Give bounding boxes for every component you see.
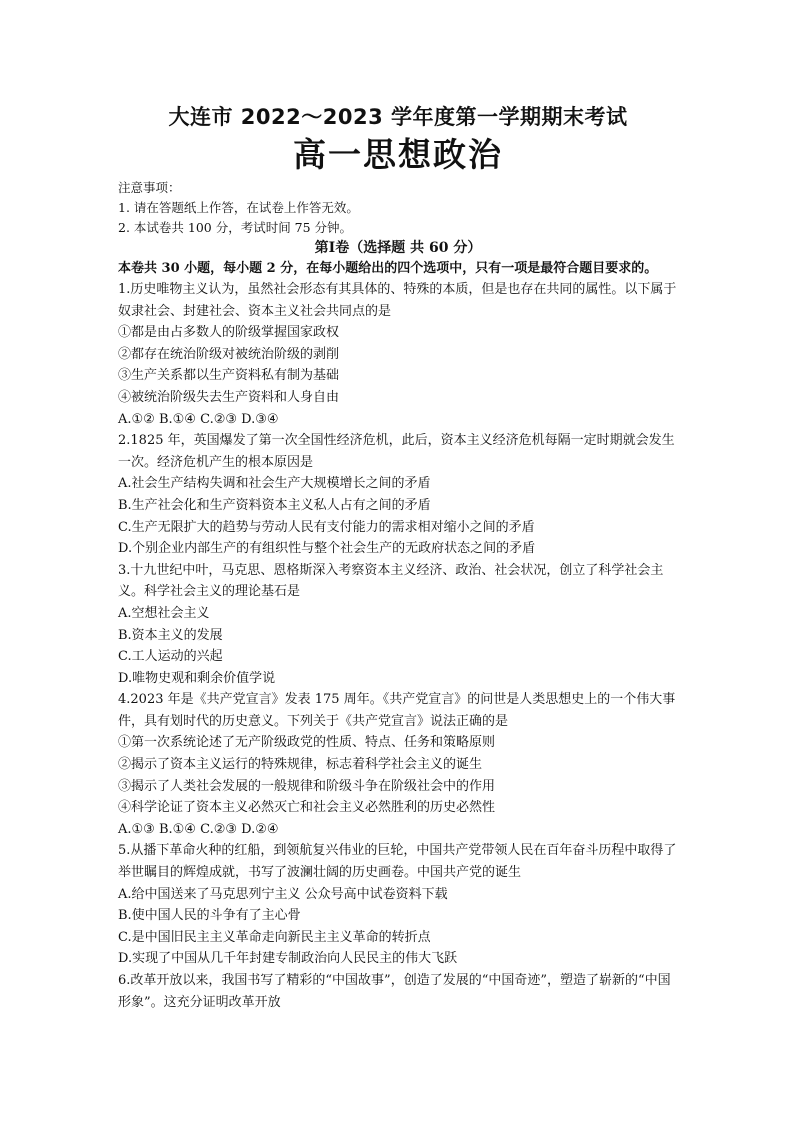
exam-subject: 高一思想政治: [293, 135, 503, 174]
question-2: [118, 430, 678, 560]
question-option: C.工人运动的兴起: [118, 649, 223, 665]
question-option: ④被统治阶级失去生产资料和人身自由: [118, 389, 340, 405]
question-option: A.空想社会主义: [118, 605, 210, 621]
question-5: [118, 840, 678, 970]
question-option: D.个别企业内部生产的有组织性与整个社会生产的无政府状态之间的矛盾: [118, 541, 536, 557]
answer-choices: A.①② B.①④ C.②③ D.③④: [118, 411, 279, 427]
notes-heading: 注意事项：: [118, 180, 181, 195]
answer-choices: A.①③ B.①④ C.②③ D.②④: [118, 821, 279, 837]
question-stem: 6.改革开放以来，我国书写了精彩的“中国故事”，创造了发展的“中国奇迹”，塑造了崭新的“中国形象”。这充分证明改革开放: [118, 973, 671, 1010]
question-option: ②都存在统治阶级对被统治阶级的剥削: [118, 346, 340, 362]
note-item: 1. 请在答题纸上作答，在试卷上作答无效。: [118, 200, 359, 215]
question-4: [118, 689, 678, 840]
question-option: D.唯物史观和剩余价值学说: [118, 670, 276, 686]
question-option: ④科学论证了资本主义必然灭亡和社会主义必然胜利的历史必然性: [118, 800, 496, 816]
question-option: A.社会生产结构失调和社会生产大规模增长之间的矛盾: [118, 476, 431, 492]
question-option: C.生产无限扩大的趋势与劳动人民有支付能力的需求相对缩小之间的矛盾: [118, 519, 535, 535]
exam-page: [118, 102, 678, 1013]
section-title: 第Ⅰ卷（选择题 共 60 分）: [314, 240, 482, 256]
section-intro: 本卷共 30 小题，每小题 2 分，在每小题给出的四个选项中，只有一项是最符合题目要求的。: [118, 261, 658, 276]
question-option: A.给中国送来了马克思列宁主义 公众号高中试卷资料下载: [118, 886, 448, 902]
question-stem: 1.历史唯物主义认为，虽然社会形态有其具体的、特殊的本质，但是也存在共同的属性。以下属于奴隶社会、封建社会、资本主义社会共同点的是: [118, 282, 677, 319]
question-option: ①第一次系统论述了无产阶级政党的性质、特点、任务和策略原则: [118, 735, 496, 751]
question-3: [118, 560, 678, 690]
question-option: ③揭示了人类社会发展的一般规律和阶级斗争在阶级社会中的作用: [118, 778, 496, 794]
exam-title: 大连市 2022～2023 学年度第一学期期末考试: [168, 105, 628, 129]
note-item: 2. 本试卷共 100 分，考试时间 75 分钟。: [118, 220, 353, 235]
question-option: B.资本主义的发展: [118, 627, 223, 643]
notes-block: [118, 178, 678, 238]
question-option: ①都是由占多数人的阶级掌握国家政权: [118, 325, 340, 341]
question-1: [118, 279, 678, 430]
question-stem: 5.从播下革命火种的红船，到领航复兴伟业的巨轮，中国共产党带领人民在百年奋斗历程中取得了举世瞩目的辉煌成就，书写了波澜壮阔的历史画卷。中国共产党的诞生: [118, 843, 677, 881]
question-6: [118, 970, 678, 1013]
question-option: B.使中国人民的斗争有了主心骨: [118, 908, 301, 924]
question-option: ②揭示了资本主义运行的特殊规律，标志着科学社会主义的诞生: [118, 757, 483, 773]
question-stem: 2.1825 年，英国爆发了第一次全国性经济危机，此后，资本主义经济危机每隔一定时期就会发生一次。经济危机产生的根本原因是: [118, 433, 675, 470]
question-option: B.生产社会化和生产资料资本主义私人占有之间的矛盾: [118, 497, 431, 513]
question-option: ③生产关系都以生产资料私有制为基础: [118, 368, 340, 384]
question-option: C.是中国旧民主主义革命走向新民主主义革命的转折点: [118, 929, 431, 945]
question-stem: 3.十九世纪中叶，马克思、恩格斯深入考察资本主义经济、政治、社会状况，创立了科学社会主义。科学社会主义的理论基石是: [118, 562, 664, 600]
question-option: D.实现了中国从几千年封建专制政治向人民民主的伟大飞跃: [118, 951, 458, 967]
question-stem: 4.2023 年是《共产党宣言》发表 175 周年。《共产党宣言》的问世是人类思想史上的一个伟大事件，具有划时代的历史意义。下列关于《共产党宣言》说法正确的是: [118, 692, 676, 729]
